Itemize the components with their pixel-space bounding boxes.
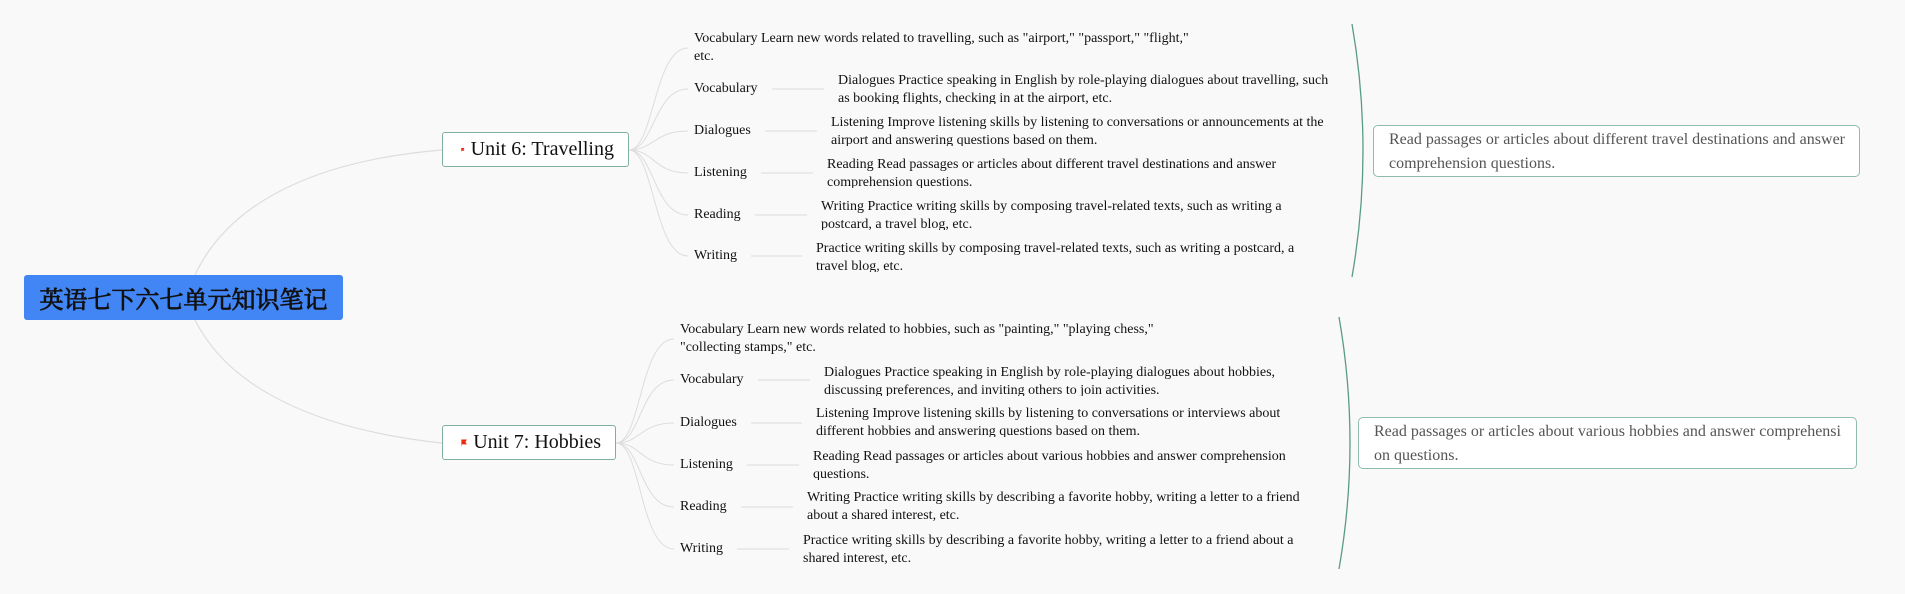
desc-line: Dialogues Practice speaking in English by role-playing dialogues about travelling, such (838, 73, 1329, 88)
branch-description (816, 405, 1280, 437)
unit-intro-text (680, 321, 1154, 357)
unit-title: Unit 7: Hobbies (473, 431, 601, 453)
desc-line: Listening Improve listening skills by listening to conversations or interviews about (816, 406, 1281, 421)
branch-connector (616, 443, 674, 507)
branch-connector (616, 443, 674, 549)
branch-label-dialogues[interactable]: Dialogues (694, 123, 751, 138)
flag-icon (461, 139, 465, 161)
branch-label-vocabulary[interactable]: Vocabulary (694, 81, 758, 96)
branch-label-writing[interactable]: Writing (680, 541, 723, 556)
branch-label-listening[interactable]: Listening (694, 165, 747, 180)
summary-box[interactable] (1373, 125, 1860, 177)
desc-line: discussing preferences, and inviting others to join activities. (824, 383, 1160, 396)
unit-topic-2[interactable] (442, 425, 616, 460)
desc-line: Dialogues Practice speaking in English by role-playing dialogues about hobbies, (824, 365, 1276, 380)
summary-line: Read passages or articles about different travel destinations and answer (1389, 131, 1845, 148)
unit-topic-1[interactable] (442, 132, 629, 167)
unit-intro-text (694, 30, 1189, 66)
desc-line: shared interest, etc. (803, 551, 912, 564)
desc-line: postcard, a travel blog, etc. (821, 217, 973, 230)
desc-line: as booking flights, checking in at the airport, etc. (838, 91, 1113, 104)
intro-line: etc. (694, 49, 714, 64)
branch-description (816, 240, 1294, 272)
summary-line: comprehension questions. (1389, 155, 1556, 172)
desc-line: questions. (813, 467, 870, 480)
branch-description (838, 72, 1328, 104)
desc-line: travel blog, etc. (816, 259, 904, 272)
root-to-unit6-connector (195, 150, 442, 275)
root-to-unit7-connector (195, 320, 442, 443)
branch-label-reading[interactable]: Reading (694, 207, 741, 222)
summary-box[interactable] (1358, 417, 1857, 469)
branch-label-writing[interactable]: Writing (694, 248, 737, 263)
desc-line: Writing Practice writing skills by describing a favorite hobby, writing a letter to a friend (807, 490, 1300, 505)
desc-line: Practice writing skills by describing a favorite hobby, writing a letter to a friend about a (803, 533, 1294, 548)
branch-connector (629, 150, 688, 256)
branch-label-dialogues[interactable]: Dialogues (680, 415, 737, 430)
branch-connector (616, 380, 674, 443)
desc-line: comprehension questions. (827, 175, 973, 188)
branch-label-reading[interactable]: Reading (680, 499, 727, 514)
summary-line: Read passages or articles about various hobbies and answer comprehensi (1374, 423, 1841, 440)
desc-line: airport and answering questions based on them. (831, 133, 1098, 146)
root-topic[interactable] (24, 275, 343, 320)
summary-line: on questions. (1374, 447, 1459, 464)
branch-description (831, 114, 1324, 146)
intro-line: Vocabulary Learn new words related to hobbies, such as "painting," "playing chess," (680, 322, 1154, 337)
summary-bracket (1339, 317, 1350, 569)
intro-line: Vocabulary Learn new words related to travelling, such as "airport," "passport," "flight," (694, 31, 1189, 46)
desc-line: Writing Practice writing skills by composing travel-related texts, such as writing a (821, 199, 1282, 214)
branch-connector (616, 339, 674, 443)
branch-description (827, 156, 1276, 188)
desc-line: different hobbies and answering questions based on them. (816, 424, 1141, 437)
desc-line: Reading Read passages or articles about different travel destinations and answer (827, 157, 1277, 172)
desc-line: about a shared interest, etc. (807, 508, 960, 521)
desc-line: Reading Read passages or articles about various hobbies and answer comprehension (813, 449, 1286, 464)
intro-line: "collecting stamps," etc. (680, 340, 816, 355)
branch-connector (629, 48, 688, 150)
desc-line: Practice writing skills by composing travel-related texts, such as writing a postcard, a (816, 241, 1295, 256)
branch-label-listening[interactable]: Listening (680, 457, 733, 472)
flag-icon (461, 432, 467, 454)
summary-bracket (1352, 24, 1363, 277)
branch-label-vocabulary[interactable]: Vocabulary (680, 372, 744, 387)
branch-description (803, 532, 1294, 564)
root-title: 英语七下六七单元知识笔记 (39, 286, 328, 314)
unit-title: Unit 6: Travelling (470, 138, 614, 160)
desc-line: Listening Improve listening skills by listening to conversations or announcements at the (831, 115, 1324, 130)
branch-description (821, 198, 1282, 230)
branch-description (807, 489, 1300, 521)
branch-description (824, 364, 1275, 396)
branch-description (813, 448, 1286, 480)
branch-connector (629, 150, 688, 215)
branch-connector (629, 89, 688, 150)
